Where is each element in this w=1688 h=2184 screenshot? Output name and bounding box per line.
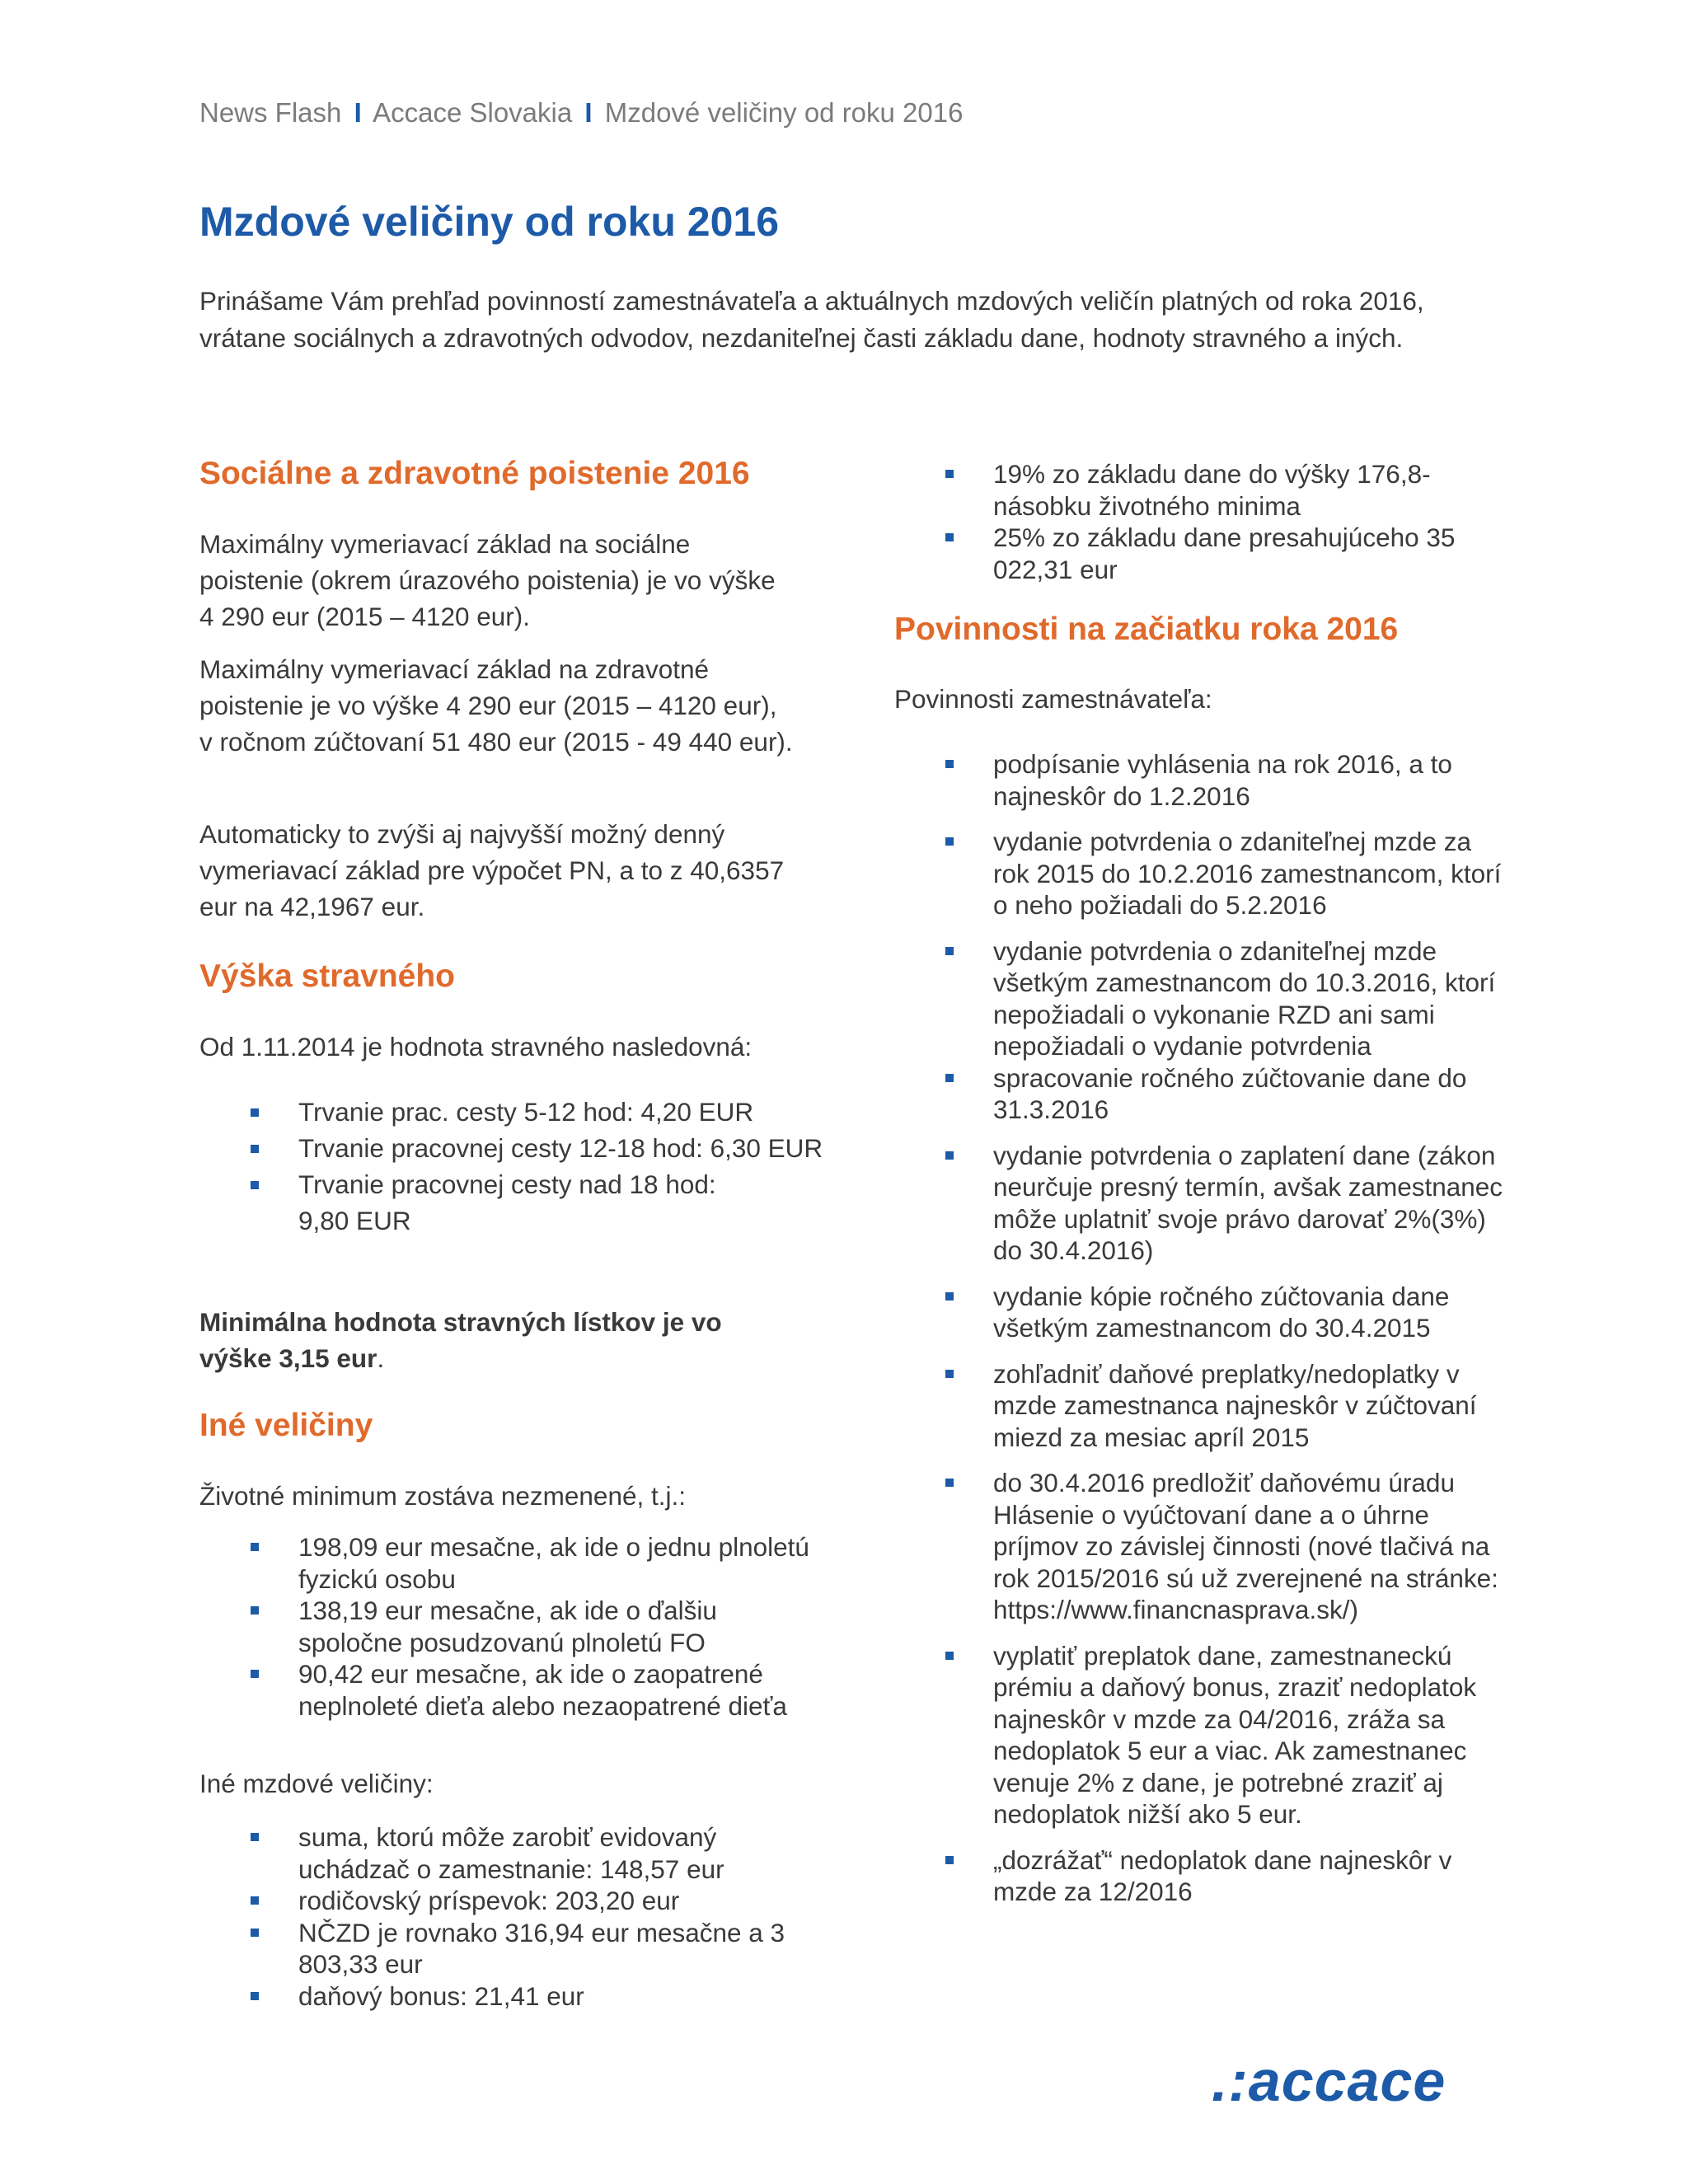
list-item [199, 1917, 809, 1980]
social-paragraph-3: Automaticky to zvýši aj najvyšší možný denný vymeriavací základ pre výpočet PN, a to z 40,6357 eur na 42,1967 eur. [199, 819, 785, 921]
bullet-icon [251, 1145, 259, 1153]
list-item [894, 1281, 1504, 1344]
bullet-icon [251, 1543, 259, 1551]
list-item [894, 748, 1504, 812]
header-separator: I [584, 97, 593, 128]
bullet-icon [945, 533, 954, 541]
list-item-text: Trvanie pracovnej cesty 12-18 hod: 6,30 EUR [298, 1133, 823, 1163]
list-item [199, 1821, 809, 1885]
list-item [894, 1140, 1504, 1267]
duties-list [894, 748, 1504, 1908]
bullet-icon [251, 1929, 259, 1937]
bullet-icon [945, 1652, 954, 1660]
other-wage-list [199, 1821, 809, 2012]
other-intro: Životné minimum zostáva nezmenené, t.j.: [199, 1481, 686, 1511]
header-separator: I [354, 97, 362, 128]
bullet-icon [251, 1606, 259, 1615]
bullet-icon [945, 1151, 954, 1160]
page-title: Mzdové veličiny od roku 2016 [199, 199, 780, 245]
list-item [894, 935, 1504, 1062]
list-item-text: NČZD je rovnako 316,94 eur mesačne a 3 803,33 eur [298, 1917, 785, 1979]
list-item-text: zohľadniť daňové preplatky/nedoplatky v mzde zamestnanca najneskôr v zúčtovaní miezd za mesiac apríl 2015 [993, 1358, 1477, 1452]
bullet-icon [945, 837, 954, 846]
bullet-icon [945, 947, 954, 955]
tax-rate-list [894, 458, 1471, 585]
list-item [199, 1531, 809, 1595]
list-item-text: vydanie potvrdenia o zdaniteľnej mzde všetkým zamestnancom do 10.3.2016, ktorí nepožiadali o vykonanie RZD ani sami nepožiadali o vydanie potvrdenia [993, 935, 1496, 1061]
list-item-text: spracovanie ročného zúčtovanie dane do 31.3.2016 [993, 1062, 1467, 1124]
meal-minimum-note-text: Minimálna hodnota stravných lístkov je vo výške 3,15 eur [199, 1307, 722, 1373]
intro-paragraph: Prinášame Vám prehľad povinností zamestnávateľa a aktuálnych mzdových veličín platných od roka 2016, vrátane sociálnych a zdravotných odvodov, nezdaniteľnej časti základu dane, hodnoty stravného a iných. [199, 286, 1424, 353]
list-item-text: vydanie kópie ročného zúčtovania dane všetkým zamestnancom do 30.4.2015 [993, 1281, 1450, 1343]
list-item-text: 25% zo základu dane presahujúceho 35 022,31 eur [993, 523, 1456, 584]
list-item-text: vydanie potvrdenia o zdaniteľnej mzde za rok 2015 do 10.2.2016 zamestnancom, ktorí o neho požiadali do 5.2.2016 [993, 827, 1502, 920]
bullet-icon [945, 470, 954, 478]
header-part-company: Accace Slovakia [373, 97, 573, 128]
living-minimum-list [199, 1531, 809, 1722]
list-item [199, 1885, 809, 1917]
list-item-text: 19% zo základu dane do výšky 176,8-násobku životného minima [993, 459, 1431, 521]
list-item-text: vyplatiť preplatok dane, zamestnaneckú prémiu a daňový bonus, zraziť nedoplatok najneskôr v mzde za 04/2016, zrážа sa nedoplatok 5 eur a viac. Ak zamestnanec venuje 2% z dane, je potrebné zraziť aj nedoplatok nižší ako 5 eur. [993, 1640, 1477, 1829]
list-item [199, 1130, 826, 1166]
list-item-text: 90,42 eur mesačne, ak ide o zaopatrené neplnoleté dieťa alebo nezaopatrené dieťa [298, 1659, 787, 1721]
bullet-icon [945, 760, 954, 768]
list-item-text: vydanie potvrdenia o zaplatení dane (zákon neurčuje presný termín, avšak zamestnanec môže uplatniť svoje právo darovať 2%(3%) do 30.4.2016) [993, 1140, 1503, 1265]
social-paragraph-2: Maximálny vymeriavací základ na zdravotné poistenie je vo výške 4 290 eur (2015 – 4120 eur), v ročnom zúčtovaní 51 480 eur (2015 - 49 440 eur). [199, 654, 793, 757]
list-item [894, 1062, 1504, 1126]
meal-intro: Od 1.11.2014 je hodnota stravného nasledovná: [199, 1032, 753, 1062]
list-item [894, 1844, 1504, 1908]
list-item-text: „dozrážať“ nedoplatok dane najneskôr v mzde za 12/2016 [993, 1844, 1452, 1906]
list-item [894, 1640, 1504, 1830]
list-item-text: suma, ktorú môže zarobiť evidovaný uchádzač o zamestnanie: 148,57 eur [298, 1822, 724, 1884]
bullet-icon [945, 1856, 954, 1864]
section-heading-other: Iné veličiny [199, 1408, 373, 1443]
social-paragraph-1: Maximálny vymeriavací základ na sociálne poistenie (okrem úrazového poistenia) je vo výške 4 290 eur (2015 – 4120 eur). [199, 529, 776, 631]
list-item [894, 458, 1471, 522]
list-item [199, 1595, 809, 1658]
bullet-icon [945, 1292, 954, 1301]
list-item-text: Trvanie pracovnej cesty nad 18 hod: 9,80 EUR [298, 1169, 716, 1235]
bullet-icon [251, 1670, 259, 1678]
bullet-icon [251, 1896, 259, 1905]
meal-list [199, 1094, 826, 1239]
list-item [894, 1358, 1504, 1454]
header-part-newsflash: News Flash [199, 97, 342, 128]
bullet-icon [945, 1479, 954, 1487]
list-item [199, 1166, 719, 1239]
list-item-text: 198,09 eur mesačne, ak ide o jednu plnoletú fyzickú osobu [298, 1532, 809, 1594]
list-item-text: daňový bonus: 21,41 eur [298, 1980, 584, 2011]
bullet-icon [251, 1108, 259, 1117]
section-heading-meal: Výška stravného [199, 958, 456, 994]
list-item [894, 522, 1471, 585]
list-item-text: rodičovský príspevok: 203,20 eur [298, 1886, 680, 1915]
bullet-icon [251, 1833, 259, 1841]
list-item [199, 1094, 826, 1130]
list-item-text: Trvanie prac. cesty 5-12 hod: 4,20 EUR [298, 1097, 754, 1127]
meal-minimum-note-end: . [377, 1343, 385, 1373]
bullet-icon [251, 1181, 259, 1189]
list-item [894, 826, 1504, 921]
duties-intro: Povinnosti zamestnávateľa: [894, 684, 1212, 714]
meal-minimum-note [199, 1304, 793, 1376]
header-part-topic: Mzdové veličiny od roku 2016 [604, 97, 964, 128]
running-header [199, 97, 963, 129]
bullet-icon [251, 1992, 259, 2000]
section-heading-social: Sociálne a zdravotné poistenie 2016 [199, 456, 750, 491]
list-item [199, 1980, 809, 2013]
list-item-text: do 30.4.2016 predložiť daňovému úradu Hlásenie o vyúčtovaní dane a o úhrne príjmov zo závislej činnosti (nové tlačivá na rok 2015/2016 sú už zverejnené na stránke: https://www.financnasprava.sk/) [993, 1468, 1498, 1624]
bullet-icon [945, 1370, 954, 1378]
other-wage-intro: Iné mzdové veličiny: [199, 1769, 434, 1798]
list-item-text: podpísanie vyhlásenia na rok 2016, a to najneskôr do 1.2.2016 [993, 749, 1452, 811]
list-item [199, 1658, 809, 1722]
bullet-icon [945, 1074, 954, 1082]
section-heading-duties: Povinnosti na začiatku roka 2016 [894, 612, 1399, 647]
list-item-text: 138,19 eur mesačne, ak ide o ďalšiu spoločne posudzovanú plnoletú FO [298, 1596, 717, 1657]
list-item [894, 1467, 1504, 1626]
accace-logo: .:accace [1212, 2049, 1447, 2113]
